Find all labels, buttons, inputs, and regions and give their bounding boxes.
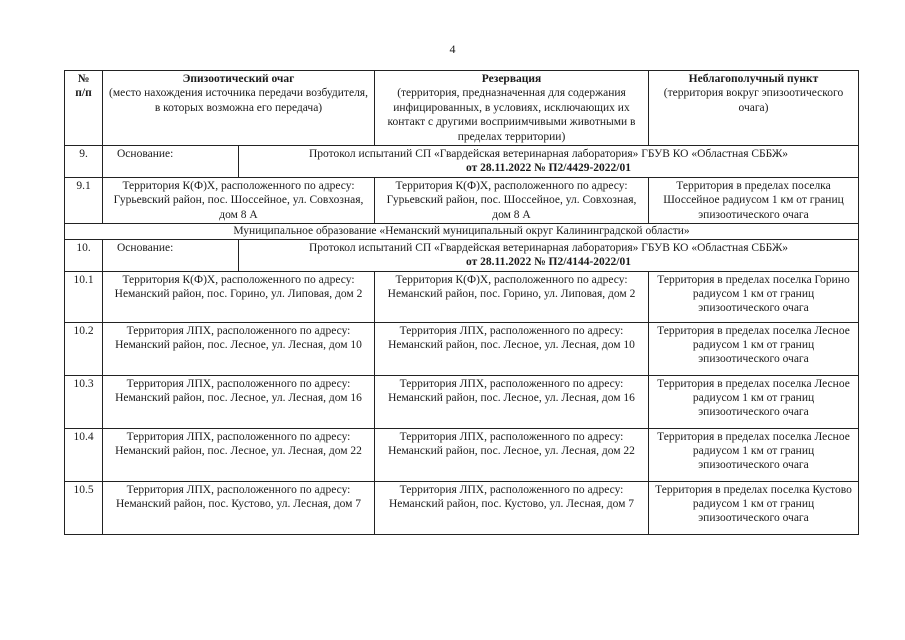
header-unfavorable [649,71,859,146]
row-focus: Территория ЛПХ, расположенного по адресу: Неманский район, пос. Лесное, ул. Лесная, дом 16 [103,375,375,428]
header-num: № п/п [65,71,103,146]
row-focus: Территория К(Ф)Х, расположенного по адресу: Неманский район, пос. Горино, ул. Липовая, дом 2 [103,271,375,322]
row-num: 10.4 [65,428,103,481]
basis-protocol: Протокол испытаний СП «Гвардейская ветеринарная лаборатория» ГБУВ КО «Областная СББЖ» [308,148,789,160]
table-row [65,428,859,481]
row-num: 10.2 [65,322,103,375]
header-reservation [375,71,649,146]
row-num: 9.1 [65,177,103,223]
table-row [65,322,859,375]
row-focus: Территория ЛПХ, расположенного по адресу: Неманский район, пос. Кустово, ул. Лесная, дом 7 [103,481,375,534]
basis-label: Основание: [103,240,239,271]
header-focus-desc: (место нахождения источника передачи возбудителя, в которых возможна его передача) [109,87,368,114]
row-unfavorable: Территория в пределах поселка Шоссейное радиусом 1 км от границ эпизоотического очага [649,177,859,223]
row-unfavorable: Территория в пределах поселка Горино радиусом 1 км от границ эпизоотического очага [649,271,859,322]
header-focus [103,71,375,146]
basis-cell [103,239,859,271]
row-focus: Территория ЛПХ, расположенного по адресу: Неманский район, пос. Лесное, ул. Лесная, дом 10 [103,322,375,375]
basis-date: от 28.11.2022 № П2/4144-2022/01 [466,256,631,269]
row-num: 10.3 [65,375,103,428]
row-num: 10.1 [65,271,103,322]
table-row [65,177,859,223]
table-row [65,481,859,534]
row-focus: Территория К(Ф)Х, расположенного по адресу: Гурьевский район, пос. Шоссейное, ул. Совхозная, дом 8 А [103,177,375,223]
row-reservation: Территория ЛПХ, расположенного по адресу: Неманский район, пос. Лесное, ул. Лесная, дом 10 [375,322,649,375]
row-unfavorable: Территория в пределах поселка Кустово радиусом 1 км от границ эпизоотического очага [649,481,859,534]
basis-text [239,240,859,271]
row-focus: Территория ЛПХ, расположенного по адресу: Неманский район, пос. Лесное, ул. Лесная, дом 22 [103,428,375,481]
basis-label: Основание: [103,146,239,177]
basis-text [239,146,859,177]
basis-num: 10. [65,239,103,271]
table-row [65,375,859,428]
row-reservation: Территория ЛПХ, расположенного по адресу: Неманский район, пос. Лесное, ул. Лесная, дом 16 [375,375,649,428]
epizootic-table [64,70,859,535]
municipality-title: Муниципальное образование «Неманский муниципальный округ Калининградской области» [65,223,859,239]
basis-date: от 28.11.2022 № П2/4429-2022/01 [466,162,631,175]
page-number: 4 [449,42,456,56]
header-unfavorable-desc: (территория вокруг эпизоотического очага) [663,87,844,114]
row-unfavorable: Территория в пределах поселка Лесное радиусом 1 км от границ эпизоотического очага [649,375,859,428]
row-reservation: Территория К(Ф)Х, расположенного по адресу: Гурьевский район, пос. Шоссейное, ул. Совхозная, дом 8 А [375,177,649,223]
row-reservation: Территория К(Ф)Х, расположенного по адресу: Неманский район, пос. Горино, ул. Липовая, дом 2 [375,271,649,322]
basis-num: 9. [65,146,103,178]
header-reservation-title: Резервация [481,73,542,85]
row-reservation: Территория ЛПХ, расположенного по адресу: Неманский район, пос. Лесное, ул. Лесная, дом 22 [375,428,649,481]
basis-row [65,146,859,178]
header-focus-title: Эпизоотический очаг [182,73,295,85]
basis-row [65,239,859,271]
table-row [65,271,859,322]
header-row [65,71,859,146]
row-reservation: Территория ЛПХ, расположенного по адресу: Неманский район, пос. Кустово, ул. Лесная, дом 7 [375,481,649,534]
row-unfavorable: Территория в пределах поселка Лесное радиусом 1 км от границ эпизоотического очага [649,428,859,481]
basis-protocol: Протокол испытаний СП «Гвардейская ветеринарная лаборатория» ГБУВ КО «Областная СББЖ» [308,241,789,254]
row-unfavorable: Территория в пределах поселка Лесное радиусом 1 км от границ эпизоотического очага [649,322,859,375]
row-num: 10.5 [65,481,103,534]
municipality-row [65,223,859,239]
basis-cell [103,146,859,178]
header-unfavorable-title: Неблагополучный пункт [688,73,819,85]
header-reservation-desc: (территория, предназначенная для содержания инфицированных, в условиях, исключающих их контакт с другими восприимчивыми животными в пределах территории) [387,87,636,143]
